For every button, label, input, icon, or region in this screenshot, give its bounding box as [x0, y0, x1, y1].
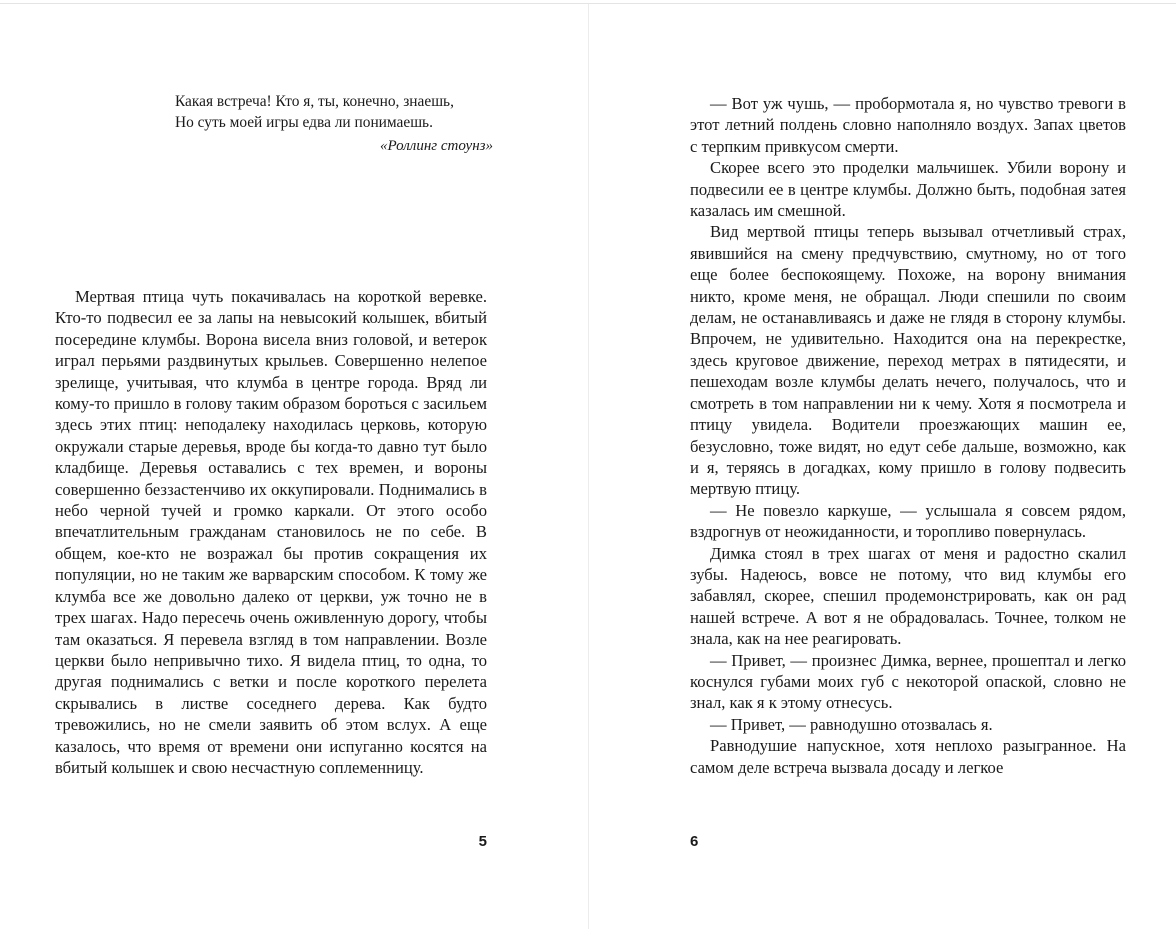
paragraph: Мертвая птица чуть покачивалась на короткой веревке. Кто-то подвесил ее за лапы на невысокий колышек, вбитый посередине клумбы. Ворона висела вниз головой, и ветерок играл перьями раздвинутых крыльев. Совершенно нелепое зрелище, учитывая, что клумба в центре города. Вряд ли кому-то пришло в голову таким образом бороться с засильем здесь этих птиц: неподалеку находилась церковь, которую окружали старые деревья, вроде бы когда-то давно тут было кладбище. Деревья оставались с тех времен, и вороны совершенно беззастенчиво их оккупировали. Поднимались в небо черной тучей и громко каркали. От этого особо впечатлительным гражданам становилось не по себе. В общем, кое-кто не возражал бы против сокращения их популяции, но не таким же варварским способом. К тому же клумба все же довольно далеко от церкви, уж точно не в трех шагах. Надо пересечь очень оживленную дорогу, чтобы там оказаться. Я перевела взгляд в том направлении. Возле церкви было непривычно тихо. Я видела птиц, то одна, то другая поднимались с ветки и после короткого перелета скрывались в листве соседнего дерева. Как будто тревожились, но не смели заявить об этом вслух. А еще казалось, что время от времени они испуганно косятся на вбитый колышек и свою несчастную соплеменницу. [55, 287, 487, 777]
epigraph-line-2: Но суть моей игры едва ли понимаешь. [175, 113, 433, 131]
paragraph: — Вот уж чушь, — пробормотала я, но чувство тревоги в этот летний полдень словно наполняло воздух. Запах цветов с терпким привкусом смерти. [690, 94, 1126, 156]
epigraph [175, 92, 493, 157]
left-page [55, 0, 493, 929]
paragraph: Равнодушие напускное, хотя неплохо разыгранное. На самом деле встреча вызвала досаду и легкое [690, 736, 1126, 777]
page-number-right: 6 [690, 833, 699, 850]
paragraph: Скорее всего это проделки мальчишек. Убили ворону и подвесили ее в центре клумбы. Должно быть, подобная затея казалась им смешной. [690, 158, 1126, 221]
right-page-body [690, 93, 1126, 778]
spread-gutter [588, 4, 589, 929]
paragraph: — Привет, — произнес Димка, вернее, прошептал и легко коснулся губами моих губ с некоторой опаской, словно не знал, как я к этому отнесусь. [690, 650, 1126, 713]
paragraph: — Не повезло каркуше, — услышала я совсем рядом, вздрогнув от неожиданности, и торопливо повернулась. [690, 500, 1126, 542]
epigraph-source: «Роллинг стоунз» [379, 138, 493, 154]
left-page-body [55, 286, 487, 778]
right-page [690, 0, 1126, 929]
paragraph: Димка стоял в трех шагах от меня и радостно скалил зубы. Надеюсь, вовсе не потому, что вид клумбы его забавлял, скорее, спешил продемонстрировать, как он рад нашей встрече. А вот я не обрадовалась. Точнее, толком не знала, как на нее реагировать. [690, 543, 1126, 649]
epigraph-line-1: Какая встреча! Кто я, ты, конечно, знаешь, [175, 93, 454, 110]
paragraph: — Привет, — равнодушно отозвалась я. [710, 714, 993, 734]
paragraph: Вид мертвой птицы теперь вызывал отчетливый страх, явившийся на смену предчувствию, смутному, но от того еще более беспокоящему. Похоже, на ворону внимания никто, кроме меня, не обращал. Люди спешили по своим делам, не останавливаясь и даже не глядя в сторону клумбы. Впрочем, не удивительно. Находится она на перекрестке, здесь круговое движение, переход метрах в пятидесяти, и пешеходам возле клумбы делать нечего, получалось, что и смотреть в том направлении ни к чему. Хотя я посмотрела и птицу увидела. Водители проезжающих машин ее, безусловно, тоже видят, но едут себе дальше, возможно, как и я, теряясь в догадках, кому пришло в голову подвесить мертвую птицу. [690, 222, 1126, 499]
page-number-left: 5 [478, 833, 487, 850]
